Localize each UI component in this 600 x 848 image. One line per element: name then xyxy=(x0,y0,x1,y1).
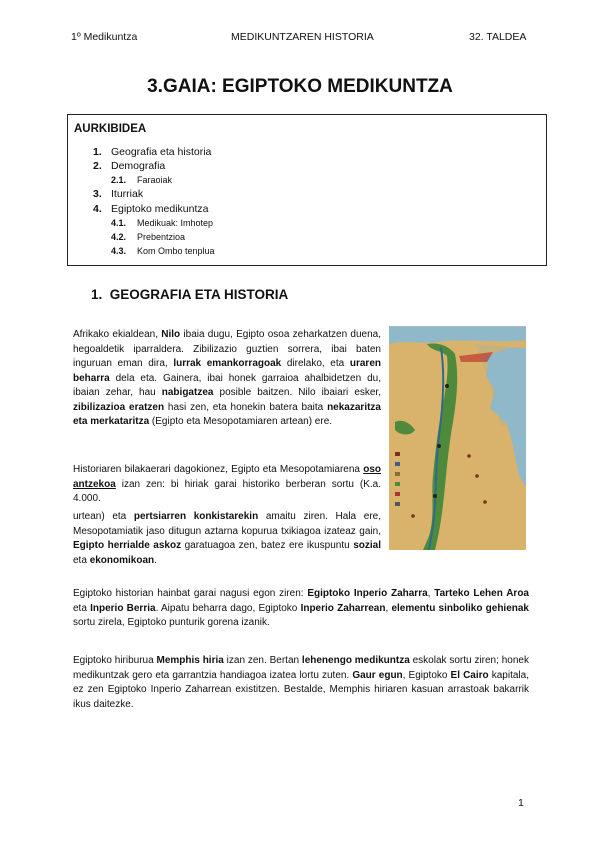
toc-item[interactable] xyxy=(93,203,208,215)
header-right: 32. TALDEA xyxy=(469,31,527,43)
toc-item[interactable] xyxy=(93,188,143,200)
toc-subitem[interactable] xyxy=(111,232,185,242)
page-number: 1 xyxy=(518,797,524,809)
paragraph-history-1: Historiaren bilakaerari dagokionez, Egipto eta Mesopotamiarena oso antzekoa izan zen: bi hiriak garai historiko berberan sortu (K.a. 4.000. xyxy=(73,464,381,504)
toc-heading: AURKIBIDEA xyxy=(74,123,147,135)
toc-subitem-number: 4.2. xyxy=(111,232,127,242)
toc-subitem-number: 2.1. xyxy=(111,175,127,185)
toc-subitem[interactable] xyxy=(111,246,215,256)
paragraph-geography: Afrikako ekialdean, Nilo ibaia dugu, Egipto osoa zeharkatzen duena, hegoaldetik iparraldera. Zibilizazio guztien sorrera, ibai baten inguruan eman dira, lurrak emankorragoak direlako, eta uraren beharra dela eta. Gainera, ibai honek garraioa ahalbidetzen du, ibaian zehar, hau nabigatzea posible baitzen. Nilo ibaiari esker, zibilizazioa eratzen hasi zen, eta honekin batera baita nekazaritza eta merkataritza (Egipto eta Mesopotamiaren artean) ere. xyxy=(73,329,381,427)
toc-subitem[interactable] xyxy=(111,175,172,185)
toc-subitem-number: 4.3. xyxy=(111,246,127,256)
paragraph-periods: Egiptoko historian hainbat garai nagusi egon ziren: Egiptoko Inperio Zaharra, Tarteko Lehen Aroa eta Inperio Berria. Aipatu beharra dago, Egiptoko Inperio Zaharrean, elementu sinboliko gehienak sortu zirela, Egiptoko punturik gorena izanik. xyxy=(73,588,529,628)
page-title: 3.GAIA: EGIPTOKO MEDIKUNTZA xyxy=(147,76,453,97)
toc-item[interactable] xyxy=(93,146,211,158)
toc-item-number: 2. xyxy=(93,160,102,172)
toc-item[interactable] xyxy=(93,160,165,172)
toc-item-label: Geografia eta historia xyxy=(111,146,212,158)
toc-subitem[interactable] xyxy=(111,218,213,228)
paragraph-history-2: urtean) eta pertsiarren konkistarekin amaitu ziren. Hala ere, Mesopotamiatik jaso ditugun aztarna kopurua txikiagoa izateaz gain, Egipto herrialde askoz garatuagoa zen, batez ere ikuspuntu sozial eta ekonomikoan. xyxy=(73,511,381,566)
toc-subitem-label: Kom Ombo tenplua xyxy=(137,246,215,256)
egypt-map-illustration xyxy=(389,326,526,550)
paragraph-capital: Egiptoko hiriburua Memphis hiria izan zen. Bertan lehenengo medikuntza eskolak sortu ziren; honek medikuntzak gero eta garrantzia handiagoa izatea lortu zuten. Gaur egun, Egiptoko El Cairo kapitala, ez zen Egiptoko Inperio Zaharrean existitzen. Bestalde, Memphis hiriaren kasuan arrastoak bakarrik ikus daitezke. xyxy=(73,655,529,710)
toc-subitem-number: 4.1. xyxy=(111,218,127,228)
header-center: MEDIKUNTZAREN HISTORIA xyxy=(231,31,374,43)
toc-subitem-label: Prebentzioa xyxy=(137,232,186,242)
toc-item-label: Egiptoko medikuntza xyxy=(111,203,209,215)
toc-item-label: Iturriak xyxy=(111,188,144,200)
toc-item-number: 4. xyxy=(93,203,102,215)
toc-item-label: Demografia xyxy=(111,160,166,172)
egypt-map-image xyxy=(389,326,526,550)
toc-subitem-label: Faraoiak xyxy=(137,175,173,185)
toc-subitem-label: Medikuak: Imhotep xyxy=(137,218,214,228)
section-heading xyxy=(91,287,288,302)
header-left: 1º Medikuntza xyxy=(71,31,138,43)
table-of-contents xyxy=(67,114,547,266)
section-number: 1. xyxy=(91,287,103,302)
section-title: GEOGRAFIA ETA HISTORIA xyxy=(109,287,289,302)
toc-item-number: 1. xyxy=(93,146,102,158)
toc-item-number: 3. xyxy=(93,188,102,200)
